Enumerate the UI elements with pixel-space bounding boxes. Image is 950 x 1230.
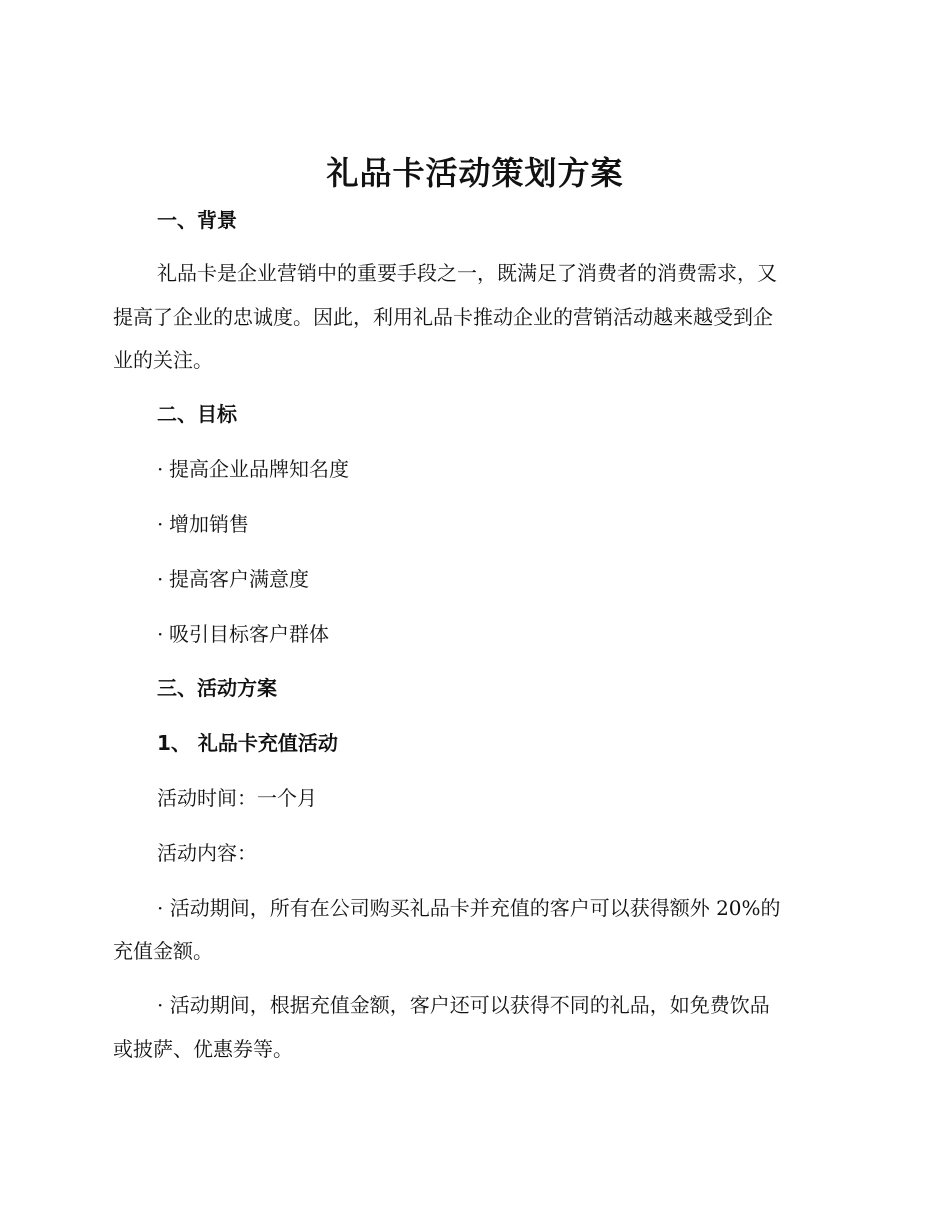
goal-text: 增加销售 (169, 512, 249, 536)
section-heading-background: 一、背景 (157, 208, 237, 232)
background-paragraph-line-1: 礼品卡是企业营销中的重要手段之一，既满足了消费者的消费需求，又 (157, 261, 777, 285)
activity-item-2-line-2: 或披萨、优惠券等。 (113, 1037, 293, 1061)
goal-text: 提高客户满意度 (169, 567, 309, 591)
section-heading-goals: 二、目标 (157, 402, 237, 426)
bullet-dot: · (157, 622, 164, 646)
activity-item-1-line-2: 充值金额。 (113, 939, 213, 963)
bullet-dot: · (157, 512, 164, 536)
background-paragraph-line-3: 业的关注。 (113, 348, 213, 372)
section-heading-plan: 三、活动方案 (157, 676, 277, 700)
document-title: 礼品卡活动策划方案 (326, 154, 624, 192)
goal-text: 吸引目标客户群体 (169, 622, 329, 646)
subsection-heading-recharge: 1、 礼品卡充值活动 (157, 731, 338, 755)
goal-list-item (157, 454, 349, 484)
goal-text: 提高企业品牌知名度 (169, 457, 349, 481)
activity-time: 活动时间：一个月 (157, 786, 317, 810)
bullet-dot: · (157, 567, 164, 591)
goal-list-item (157, 619, 329, 649)
activity-item-1-line-1: · 活动期间，所有在公司购买礼品卡并充值的客户可以获得额外 20%的 (157, 896, 781, 920)
bullet-dot: · (157, 457, 164, 481)
activity-content-label: 活动内容： (157, 841, 257, 865)
goal-list-item (157, 564, 309, 594)
goal-list-item (157, 509, 249, 539)
background-paragraph-line-2: 提高了企业的忠诚度。因此，利用礼品卡推动企业的营销活动越来越受到企 (113, 305, 773, 329)
activity-item-2-line-1: · 活动期间，根据充值金额，客户还可以获得不同的礼品，如免费饮品 (157, 993, 770, 1017)
